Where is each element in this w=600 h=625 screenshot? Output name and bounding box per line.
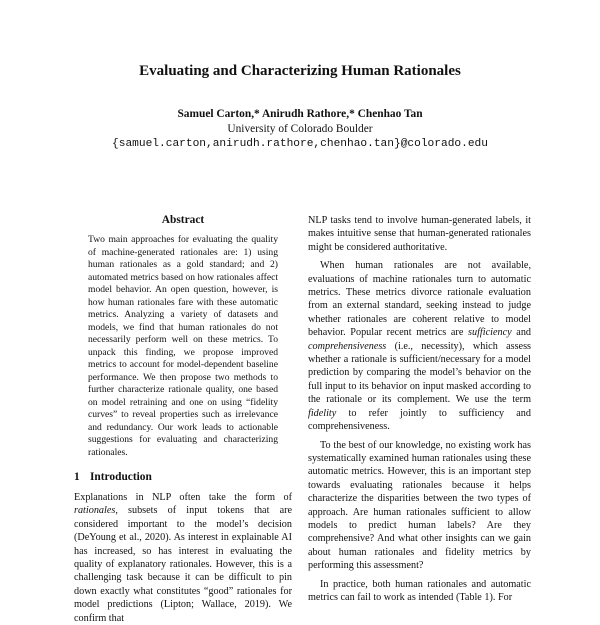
emphasis-rationales: rationales [74,505,116,517]
right-paragraph-3: To the best of our knowledge, no existing work has systematically examined human rationales using these automatic metrics. However, this is an important step towards evaluating rationales because it helps characterize the disparities between the two types of approach. Are human rationales sufficient to allow models to predict human labels? Are they comprehensive? And what other insights can we gain about human rationales and fidelity metrics by performing this assessment? [308,439,531,572]
text-run: (i.e., necessity), which assess whether a rationale is sufficient/necessary for a model prediction by comparing the model’s behavior on the full input to its behavior on input masked according to the rationale or its complement. We use the term [308,340,531,406]
paper-title: Evaluating and Characterizing Human Rationales [139,63,461,79]
section-number: 1 [74,471,80,483]
emphasis-sufficiency: sufficiency [468,327,512,339]
right-column [308,214,531,604]
text-run: Explanations in NLP often take the form of [74,492,292,503]
right-paragraph-1: NLP tasks tend to involve human-generated labels, it makes intuitive sense that human-generated rationales might be considered authoritative. [308,215,531,253]
abstract-text: Two main approaches for evaluating the quality of machine-generated rationales are: 1) using human rationales as a gold standard; and 2) automated metrics based on how rationales affect model behavior. An open question, however, is how human rationales fare with these automatic metrics. Analyzing a variety of datasets and models, we find that human rationales do not necessarily perform well on these metrics. To unpack this finding, we propose improved metrics to account for model-dependent baseline performance. We then propose two methods to further characterize rationale quality, one based on model retraining and one on using “fidelity curves” to reveal properties such as irrelevance and redundancy. Our work leads to actionable suggestions for evaluating and characterizing rationales. [88,234,278,458]
section-heading-introduction [74,471,292,483]
right-paragraph-2 [308,259,531,433]
text-run: to refer jointly to sufficiency and comprehensiveness. [308,407,531,433]
affiliation: University of Colorado Boulder [227,123,373,135]
abstract-heading: Abstract [161,214,205,226]
right-paragraph-4: In practice, both human rationales and automatic metrics can fail to work as intended (Table 1). For [308,578,531,603]
text-run: and [511,327,532,339]
left-column [74,214,292,625]
section-title: Introduction [90,471,152,483]
author-list: Samuel Carton,* Anirudh Rathore,* Chenhao Tan [177,108,423,120]
emphasis-fidelity: fidelity [308,407,337,419]
intro-paragraph-1 [74,491,292,625]
author-emails: {samuel.carton,anirudh.rathore,chenhao.tan}@colorado.edu [112,138,488,150]
emphasis-comprehensiveness: comprehensiveness [308,340,387,352]
text-run: When human rationales are not available, evaluations of machine rationales turn to automatic metrics. These metrics divorce rationale evaluation from an external standard, seeking instead to judge whether rationales are coherent relative to model behavior. Popular recent metrics are [308,260,531,339]
text-run: , subsets of input tokens that are considered important to the model’s decision (DeYoung et al., 2020). As interest in explainable AI has increased, so has interest in evaluating the quality of explanatory rationales. However, this is a challenging task because it can be difficult to pin down exactly what constitutes “good” rationales for model predictions (Lipton; Wallace, 2019). We confirm that [74,505,292,624]
